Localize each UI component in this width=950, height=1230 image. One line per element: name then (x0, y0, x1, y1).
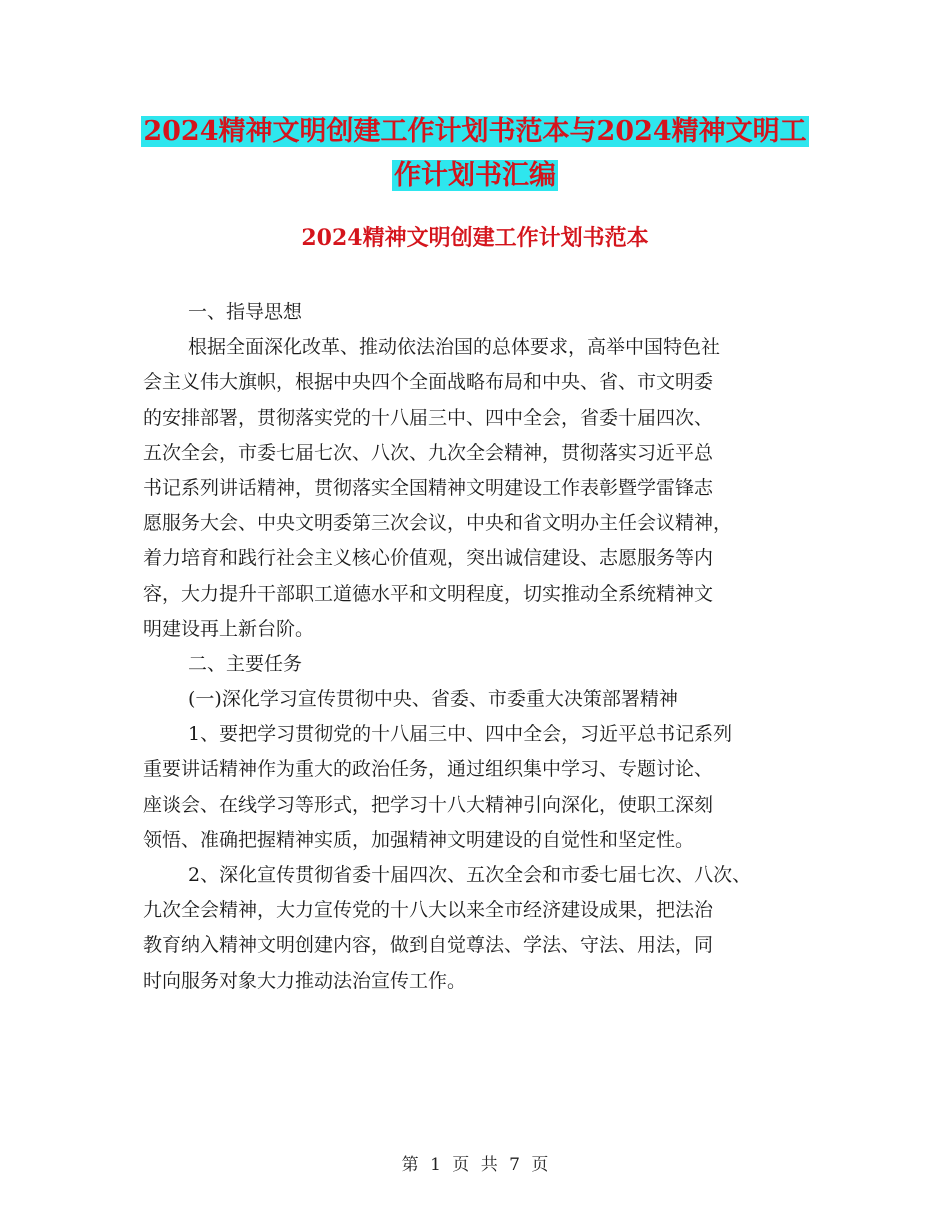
heading-main-tasks: 二、主要任务 (188, 652, 303, 675)
main-title-text-2: 作计划书汇编 (394, 160, 556, 191)
main-title-line-2 (0, 154, 950, 198)
paragraph-line: 教育纳入精神文明创建内容，做到自觉尊法、学法、守法、用法，同 (143, 934, 714, 957)
paragraph-line: 的安排部署，贯彻落实党的十八届三中、四中全会，省委十届四次、 (143, 406, 714, 429)
main-title-line-1 (0, 110, 950, 154)
paragraph-line: 2、深化宣传贯彻省委十届四次、五次全会和市委七届七次、八次、 (188, 864, 752, 886)
paragraph-line: 时向服务对象大力推动法治宣传工作。 (143, 969, 467, 992)
paragraph-line: 愿服务大会、中央文明委第三次会议，中央和省文明办主任会议精神， (143, 512, 733, 535)
paragraph-line: 根据全面深化改革、推动依法治国的总体要求，高举中国特色社 (188, 336, 721, 359)
paragraph-line: 容，大力提升干部职工道德水平和文明程度，切实推动全系统精神文 (143, 582, 714, 605)
paragraph-line: 书记系列讲话精神，贯彻落实全国精神文明建设工作表彰暨学雷锋志 (143, 476, 714, 499)
paragraph-line: 九次全会精神，大力宣传党的十八大以来全市经济建设成果，把法治 (143, 899, 714, 922)
main-title-text-1: 2024精神文明创建工作计划书范本与2024精神文明工 (143, 116, 807, 147)
paragraph-line: 着力培育和践行社会主义核心价值观，突出诚信建设、志愿服务等内 (143, 547, 714, 570)
heading-guiding-ideology: 一、指导思想 (188, 301, 303, 323)
paragraph-line: 座谈会、在线学习等形式，把学习十八大精神引向深化，使职工深刻 (143, 793, 714, 816)
document-body (143, 295, 823, 999)
paragraph-line: 五次全会，市委七届七次、八次、九次全会精神，贯彻落实习近平总 (143, 441, 714, 464)
subheading-task-1: (一)深化学习宣传贯彻中央、省委、市委重大决策部署精神 (188, 688, 678, 711)
section-title: 2024精神文明创建工作计划书范本 (301, 225, 649, 251)
page-footer: 第 1 页 共 7 页 (401, 1155, 549, 1175)
paragraph-line: 明建设再上新台阶。 (143, 617, 315, 640)
paragraph-line: 会主义伟大旗帜，根据中央四个全面战略布局和中央、省、市文明委 (143, 371, 714, 394)
paragraph-line: 1、要把学习贯彻党的十八届三中、四中全会，习近平总书记系列 (188, 723, 733, 746)
paragraph-line: 重要讲话精神作为重大的政治任务，通过组织集中学习、专题讨论、 (143, 758, 714, 781)
paragraph-line: 领悟、准确把握精神实质，加强精神文明建设的自觉性和坚定性。 (143, 828, 695, 851)
